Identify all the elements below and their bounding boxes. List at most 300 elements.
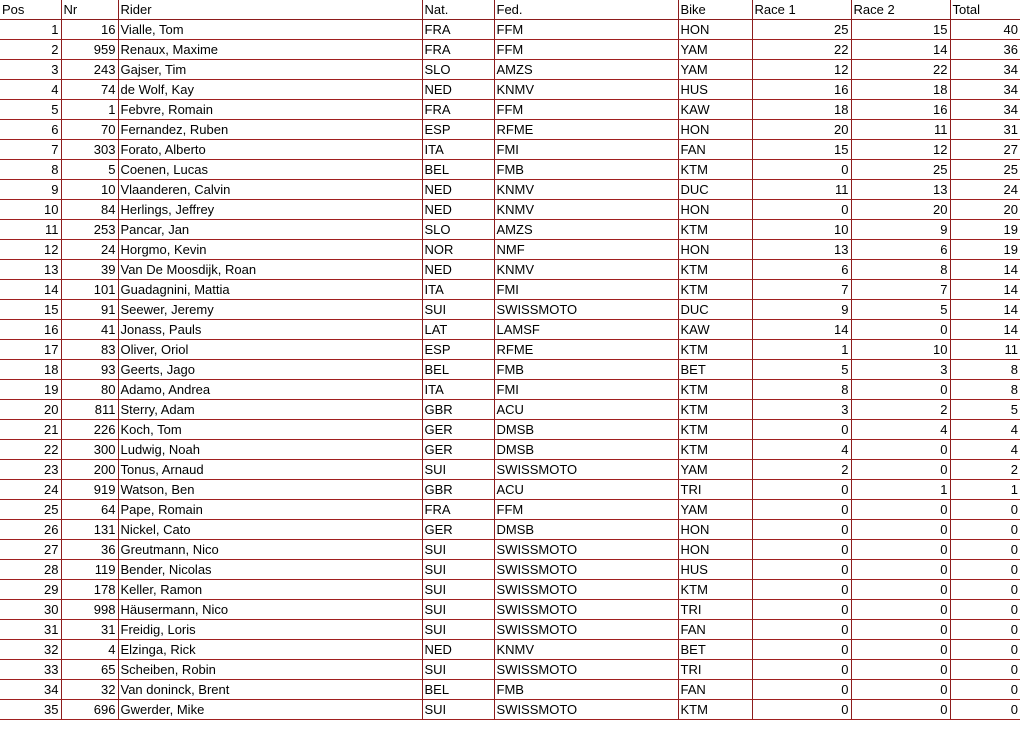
cell-race1: 0 bbox=[752, 480, 851, 500]
table-row bbox=[0, 280, 1020, 300]
cell-total: 0 bbox=[950, 500, 1020, 520]
table-row bbox=[0, 300, 1020, 320]
cell-rider: Herlings, Jeffrey bbox=[118, 200, 422, 220]
table-row bbox=[0, 180, 1020, 200]
cell-nat: SUI bbox=[422, 560, 494, 580]
cell-nr: 39 bbox=[61, 260, 118, 280]
cell-race1: 25 bbox=[752, 20, 851, 40]
cell-rider: Guadagnini, Mattia bbox=[118, 280, 422, 300]
cell-race2: 8 bbox=[851, 260, 950, 280]
cell-total: 14 bbox=[950, 260, 1020, 280]
cell-race1: 0 bbox=[752, 420, 851, 440]
cell-nat: NOR bbox=[422, 240, 494, 260]
cell-total: 14 bbox=[950, 320, 1020, 340]
cell-nr: 300 bbox=[61, 440, 118, 460]
cell-nr: 178 bbox=[61, 580, 118, 600]
cell-pos: 30 bbox=[0, 600, 61, 620]
cell-race2: 0 bbox=[851, 380, 950, 400]
cell-bike: KAW bbox=[678, 100, 752, 120]
cell-race1: 22 bbox=[752, 40, 851, 60]
cell-total: 19 bbox=[950, 240, 1020, 260]
cell-rider: Greutmann, Nico bbox=[118, 540, 422, 560]
cell-total: 36 bbox=[950, 40, 1020, 60]
cell-race1: 1 bbox=[752, 340, 851, 360]
cell-nr: 31 bbox=[61, 620, 118, 640]
cell-fed: KNMV bbox=[494, 80, 678, 100]
cell-nr: 65 bbox=[61, 660, 118, 680]
cell-pos: 32 bbox=[0, 640, 61, 660]
cell-total: 14 bbox=[950, 280, 1020, 300]
cell-total: 1 bbox=[950, 480, 1020, 500]
cell-bike: FAN bbox=[678, 620, 752, 640]
cell-race2: 4 bbox=[851, 420, 950, 440]
cell-total: 0 bbox=[950, 560, 1020, 580]
cell-fed: FFM bbox=[494, 100, 678, 120]
cell-nr: 811 bbox=[61, 400, 118, 420]
table-row bbox=[0, 120, 1020, 140]
cell-bike: KTM bbox=[678, 260, 752, 280]
cell-pos: 8 bbox=[0, 160, 61, 180]
cell-fed: KNMV bbox=[494, 260, 678, 280]
cell-race1: 16 bbox=[752, 80, 851, 100]
cell-race1: 15 bbox=[752, 140, 851, 160]
cell-bike: HON bbox=[678, 20, 752, 40]
cell-rider: Van doninck, Brent bbox=[118, 680, 422, 700]
cell-bike: KTM bbox=[678, 440, 752, 460]
cell-fed: RFME bbox=[494, 120, 678, 140]
cell-nr: 200 bbox=[61, 460, 118, 480]
cell-nat: GBR bbox=[422, 480, 494, 500]
cell-fed: SWISSMOTO bbox=[494, 600, 678, 620]
cell-total: 34 bbox=[950, 60, 1020, 80]
cell-pos: 13 bbox=[0, 260, 61, 280]
table-row bbox=[0, 340, 1020, 360]
cell-pos: 31 bbox=[0, 620, 61, 640]
cell-race1: 7 bbox=[752, 280, 851, 300]
cell-race1: 0 bbox=[752, 660, 851, 680]
table-row bbox=[0, 40, 1020, 60]
cell-fed: FFM bbox=[494, 20, 678, 40]
cell-nat: FRA bbox=[422, 500, 494, 520]
cell-race1: 0 bbox=[752, 540, 851, 560]
cell-pos: 24 bbox=[0, 480, 61, 500]
cell-fed: ACU bbox=[494, 400, 678, 420]
cell-total: 0 bbox=[950, 620, 1020, 640]
cell-race2: 3 bbox=[851, 360, 950, 380]
cell-nr: 131 bbox=[61, 520, 118, 540]
cell-race1: 18 bbox=[752, 100, 851, 120]
cell-fed: SWISSMOTO bbox=[494, 580, 678, 600]
cell-nr: 253 bbox=[61, 220, 118, 240]
cell-rider: Freidig, Loris bbox=[118, 620, 422, 640]
cell-bike: BET bbox=[678, 640, 752, 660]
cell-race1: 10 bbox=[752, 220, 851, 240]
table-row bbox=[0, 500, 1020, 520]
cell-total: 0 bbox=[950, 640, 1020, 660]
cell-bike: KTM bbox=[678, 580, 752, 600]
cell-race2: 20 bbox=[851, 200, 950, 220]
cell-nat: ESP bbox=[422, 340, 494, 360]
cell-race1: 8 bbox=[752, 380, 851, 400]
table-row bbox=[0, 700, 1020, 720]
cell-bike: TRI bbox=[678, 600, 752, 620]
cell-nr: 4 bbox=[61, 640, 118, 660]
table-row bbox=[0, 520, 1020, 540]
cell-pos: 15 bbox=[0, 300, 61, 320]
cell-pos: 4 bbox=[0, 80, 61, 100]
table-row bbox=[0, 480, 1020, 500]
cell-nat: NED bbox=[422, 200, 494, 220]
cell-fed: SWISSMOTO bbox=[494, 540, 678, 560]
cell-total: 19 bbox=[950, 220, 1020, 240]
table-row bbox=[0, 100, 1020, 120]
cell-race1: 0 bbox=[752, 160, 851, 180]
table-row bbox=[0, 600, 1020, 620]
cell-nr: 1 bbox=[61, 100, 118, 120]
table-row bbox=[0, 660, 1020, 680]
cell-bike: KTM bbox=[678, 420, 752, 440]
cell-nat: ITA bbox=[422, 380, 494, 400]
table-row bbox=[0, 160, 1020, 180]
table-row bbox=[0, 200, 1020, 220]
cell-bike: HON bbox=[678, 540, 752, 560]
cell-bike: HON bbox=[678, 200, 752, 220]
cell-nat: SUI bbox=[422, 460, 494, 480]
header-nat: Nat. bbox=[422, 0, 494, 20]
table-row bbox=[0, 60, 1020, 80]
cell-nat: SLO bbox=[422, 220, 494, 240]
cell-race1: 0 bbox=[752, 560, 851, 580]
cell-race2: 0 bbox=[851, 660, 950, 680]
cell-nr: 919 bbox=[61, 480, 118, 500]
cell-nr: 93 bbox=[61, 360, 118, 380]
cell-fed: NMF bbox=[494, 240, 678, 260]
cell-bike: KAW bbox=[678, 320, 752, 340]
cell-rider: Elzinga, Rick bbox=[118, 640, 422, 660]
cell-race2: 15 bbox=[851, 20, 950, 40]
cell-bike: YAM bbox=[678, 60, 752, 80]
cell-rider: Häusermann, Nico bbox=[118, 600, 422, 620]
cell-pos: 22 bbox=[0, 440, 61, 460]
cell-bike: TRI bbox=[678, 660, 752, 680]
cell-nr: 80 bbox=[61, 380, 118, 400]
cell-pos: 26 bbox=[0, 520, 61, 540]
cell-nat: LAT bbox=[422, 320, 494, 340]
cell-pos: 12 bbox=[0, 240, 61, 260]
cell-nr: 119 bbox=[61, 560, 118, 580]
cell-total: 4 bbox=[950, 440, 1020, 460]
cell-nr: 32 bbox=[61, 680, 118, 700]
cell-pos: 11 bbox=[0, 220, 61, 240]
header-pos: Pos bbox=[0, 0, 61, 20]
cell-pos: 35 bbox=[0, 700, 61, 720]
cell-bike: KTM bbox=[678, 400, 752, 420]
cell-pos: 28 bbox=[0, 560, 61, 580]
cell-total: 0 bbox=[950, 680, 1020, 700]
cell-race2: 0 bbox=[851, 700, 950, 720]
cell-total: 2 bbox=[950, 460, 1020, 480]
table-row bbox=[0, 540, 1020, 560]
cell-fed: FMI bbox=[494, 380, 678, 400]
cell-race2: 0 bbox=[851, 500, 950, 520]
cell-total: 0 bbox=[950, 580, 1020, 600]
cell-pos: 9 bbox=[0, 180, 61, 200]
table-row bbox=[0, 440, 1020, 460]
table-row bbox=[0, 640, 1020, 660]
cell-nat: SUI bbox=[422, 620, 494, 640]
cell-race2: 0 bbox=[851, 580, 950, 600]
cell-nr: 70 bbox=[61, 120, 118, 140]
cell-race1: 11 bbox=[752, 180, 851, 200]
cell-nat: BEL bbox=[422, 680, 494, 700]
cell-race1: 0 bbox=[752, 600, 851, 620]
cell-fed: KNMV bbox=[494, 640, 678, 660]
cell-total: 27 bbox=[950, 140, 1020, 160]
cell-rider: Ludwig, Noah bbox=[118, 440, 422, 460]
cell-race1: 0 bbox=[752, 640, 851, 660]
table-row bbox=[0, 80, 1020, 100]
header-rider: Rider bbox=[118, 0, 422, 20]
cell-fed: FFM bbox=[494, 500, 678, 520]
cell-nat: ITA bbox=[422, 140, 494, 160]
table-row bbox=[0, 680, 1020, 700]
cell-bike: KTM bbox=[678, 160, 752, 180]
cell-rider: Horgmo, Kevin bbox=[118, 240, 422, 260]
cell-pos: 21 bbox=[0, 420, 61, 440]
cell-bike: KTM bbox=[678, 700, 752, 720]
cell-bike: KTM bbox=[678, 280, 752, 300]
cell-race2: 0 bbox=[851, 320, 950, 340]
header-bike: Bike bbox=[678, 0, 752, 20]
cell-rider: Forato, Alberto bbox=[118, 140, 422, 160]
cell-total: 25 bbox=[950, 160, 1020, 180]
cell-total: 0 bbox=[950, 700, 1020, 720]
cell-race2: 0 bbox=[851, 560, 950, 580]
cell-race1: 9 bbox=[752, 300, 851, 320]
cell-race2: 0 bbox=[851, 520, 950, 540]
cell-rider: Oliver, Oriol bbox=[118, 340, 422, 360]
cell-total: 0 bbox=[950, 660, 1020, 680]
cell-pos: 18 bbox=[0, 360, 61, 380]
cell-fed: SWISSMOTO bbox=[494, 560, 678, 580]
cell-fed: SWISSMOTO bbox=[494, 660, 678, 680]
cell-total: 40 bbox=[950, 20, 1020, 40]
cell-nat: NED bbox=[422, 180, 494, 200]
cell-nat: FRA bbox=[422, 40, 494, 60]
cell-race2: 0 bbox=[851, 680, 950, 700]
cell-nat: SUI bbox=[422, 600, 494, 620]
cell-pos: 25 bbox=[0, 500, 61, 520]
cell-fed: FMB bbox=[494, 680, 678, 700]
cell-pos: 3 bbox=[0, 60, 61, 80]
cell-nr: 83 bbox=[61, 340, 118, 360]
cell-pos: 14 bbox=[0, 280, 61, 300]
cell-nr: 16 bbox=[61, 20, 118, 40]
cell-fed: SWISSMOTO bbox=[494, 300, 678, 320]
cell-race2: 11 bbox=[851, 120, 950, 140]
cell-nat: GBR bbox=[422, 400, 494, 420]
cell-race1: 2 bbox=[752, 460, 851, 480]
cell-rider: Pancar, Jan bbox=[118, 220, 422, 240]
cell-bike: HUS bbox=[678, 560, 752, 580]
cell-race2: 14 bbox=[851, 40, 950, 60]
cell-bike: YAM bbox=[678, 460, 752, 480]
cell-rider: Gajser, Tim bbox=[118, 60, 422, 80]
cell-pos: 7 bbox=[0, 140, 61, 160]
cell-race2: 22 bbox=[851, 60, 950, 80]
cell-race2: 0 bbox=[851, 540, 950, 560]
cell-bike: DUC bbox=[678, 300, 752, 320]
cell-rider: de Wolf, Kay bbox=[118, 80, 422, 100]
cell-total: 8 bbox=[950, 360, 1020, 380]
cell-total: 31 bbox=[950, 120, 1020, 140]
header-race1: Race 1 bbox=[752, 0, 851, 20]
header-nr: Nr bbox=[61, 0, 118, 20]
cell-rider: Vlaanderen, Calvin bbox=[118, 180, 422, 200]
cell-race1: 6 bbox=[752, 260, 851, 280]
cell-race1: 20 bbox=[752, 120, 851, 140]
table-row bbox=[0, 140, 1020, 160]
cell-total: 20 bbox=[950, 200, 1020, 220]
cell-bike: HON bbox=[678, 120, 752, 140]
cell-fed: SWISSMOTO bbox=[494, 460, 678, 480]
cell-rider: Vialle, Tom bbox=[118, 20, 422, 40]
cell-nr: 91 bbox=[61, 300, 118, 320]
cell-rider: Koch, Tom bbox=[118, 420, 422, 440]
cell-nat: BEL bbox=[422, 360, 494, 380]
cell-fed: SWISSMOTO bbox=[494, 620, 678, 640]
cell-bike: TRI bbox=[678, 480, 752, 500]
cell-race1: 13 bbox=[752, 240, 851, 260]
cell-rider: Seewer, Jeremy bbox=[118, 300, 422, 320]
table-row bbox=[0, 620, 1020, 640]
cell-bike: YAM bbox=[678, 40, 752, 60]
cell-race2: 6 bbox=[851, 240, 950, 260]
cell-total: 0 bbox=[950, 600, 1020, 620]
cell-rider: Jonass, Pauls bbox=[118, 320, 422, 340]
cell-total: 14 bbox=[950, 300, 1020, 320]
cell-pos: 5 bbox=[0, 100, 61, 120]
cell-rider: Nickel, Cato bbox=[118, 520, 422, 540]
table-row bbox=[0, 320, 1020, 340]
cell-total: 8 bbox=[950, 380, 1020, 400]
cell-fed: DMSB bbox=[494, 440, 678, 460]
header-fed: Fed. bbox=[494, 0, 678, 20]
cell-pos: 20 bbox=[0, 400, 61, 420]
cell-race2: 0 bbox=[851, 600, 950, 620]
cell-nr: 41 bbox=[61, 320, 118, 340]
cell-nr: 5 bbox=[61, 160, 118, 180]
cell-nat: SUI bbox=[422, 540, 494, 560]
cell-race2: 25 bbox=[851, 160, 950, 180]
cell-nat: FRA bbox=[422, 100, 494, 120]
cell-fed: LAMSF bbox=[494, 320, 678, 340]
table-row bbox=[0, 240, 1020, 260]
cell-rider: Fernandez, Ruben bbox=[118, 120, 422, 140]
cell-pos: 23 bbox=[0, 460, 61, 480]
cell-race2: 0 bbox=[851, 440, 950, 460]
cell-rider: Van De Moosdijk, Roan bbox=[118, 260, 422, 280]
cell-race1: 0 bbox=[752, 620, 851, 640]
cell-nr: 101 bbox=[61, 280, 118, 300]
cell-bike: DUC bbox=[678, 180, 752, 200]
header-row bbox=[0, 0, 1020, 20]
cell-race1: 14 bbox=[752, 320, 851, 340]
cell-race2: 10 bbox=[851, 340, 950, 360]
table-row bbox=[0, 20, 1020, 40]
cell-race2: 0 bbox=[851, 640, 950, 660]
cell-race1: 0 bbox=[752, 580, 851, 600]
cell-total: 34 bbox=[950, 100, 1020, 120]
table-row bbox=[0, 260, 1020, 280]
cell-fed: SWISSMOTO bbox=[494, 700, 678, 720]
cell-total: 4 bbox=[950, 420, 1020, 440]
cell-bike: BET bbox=[678, 360, 752, 380]
cell-race1: 0 bbox=[752, 500, 851, 520]
cell-race2: 12 bbox=[851, 140, 950, 160]
cell-race2: 13 bbox=[851, 180, 950, 200]
cell-fed: KNMV bbox=[494, 200, 678, 220]
cell-bike: HON bbox=[678, 520, 752, 540]
cell-rider: Tonus, Arnaud bbox=[118, 460, 422, 480]
cell-nat: SUI bbox=[422, 660, 494, 680]
cell-pos: 19 bbox=[0, 380, 61, 400]
cell-total: 34 bbox=[950, 80, 1020, 100]
cell-total: 5 bbox=[950, 400, 1020, 420]
cell-nat: SUI bbox=[422, 700, 494, 720]
cell-nat: SUI bbox=[422, 300, 494, 320]
cell-nr: 84 bbox=[61, 200, 118, 220]
cell-race2: 9 bbox=[851, 220, 950, 240]
cell-race2: 5 bbox=[851, 300, 950, 320]
cell-pos: 27 bbox=[0, 540, 61, 560]
cell-pos: 16 bbox=[0, 320, 61, 340]
cell-bike: FAN bbox=[678, 680, 752, 700]
cell-bike: FAN bbox=[678, 140, 752, 160]
cell-race2: 1 bbox=[851, 480, 950, 500]
cell-rider: Keller, Ramon bbox=[118, 580, 422, 600]
cell-nr: 36 bbox=[61, 540, 118, 560]
cell-total: 0 bbox=[950, 540, 1020, 560]
cell-nat: GER bbox=[422, 420, 494, 440]
cell-pos: 2 bbox=[0, 40, 61, 60]
cell-rider: Febvre, Romain bbox=[118, 100, 422, 120]
cell-rider: Watson, Ben bbox=[118, 480, 422, 500]
cell-nr: 696 bbox=[61, 700, 118, 720]
cell-nat: ESP bbox=[422, 120, 494, 140]
cell-rider: Geerts, Jago bbox=[118, 360, 422, 380]
cell-race2: 2 bbox=[851, 400, 950, 420]
cell-nat: SUI bbox=[422, 580, 494, 600]
cell-fed: RFME bbox=[494, 340, 678, 360]
cell-pos: 10 bbox=[0, 200, 61, 220]
cell-race1: 12 bbox=[752, 60, 851, 80]
cell-nr: 243 bbox=[61, 60, 118, 80]
cell-bike: YAM bbox=[678, 500, 752, 520]
table-row bbox=[0, 400, 1020, 420]
cell-race2: 0 bbox=[851, 620, 950, 640]
cell-fed: FFM bbox=[494, 40, 678, 60]
cell-nat: BEL bbox=[422, 160, 494, 180]
cell-race1: 0 bbox=[752, 700, 851, 720]
cell-nr: 959 bbox=[61, 40, 118, 60]
cell-nr: 10 bbox=[61, 180, 118, 200]
cell-nr: 64 bbox=[61, 500, 118, 520]
cell-race1: 3 bbox=[752, 400, 851, 420]
cell-pos: 1 bbox=[0, 20, 61, 40]
table-row bbox=[0, 360, 1020, 380]
table-row bbox=[0, 380, 1020, 400]
